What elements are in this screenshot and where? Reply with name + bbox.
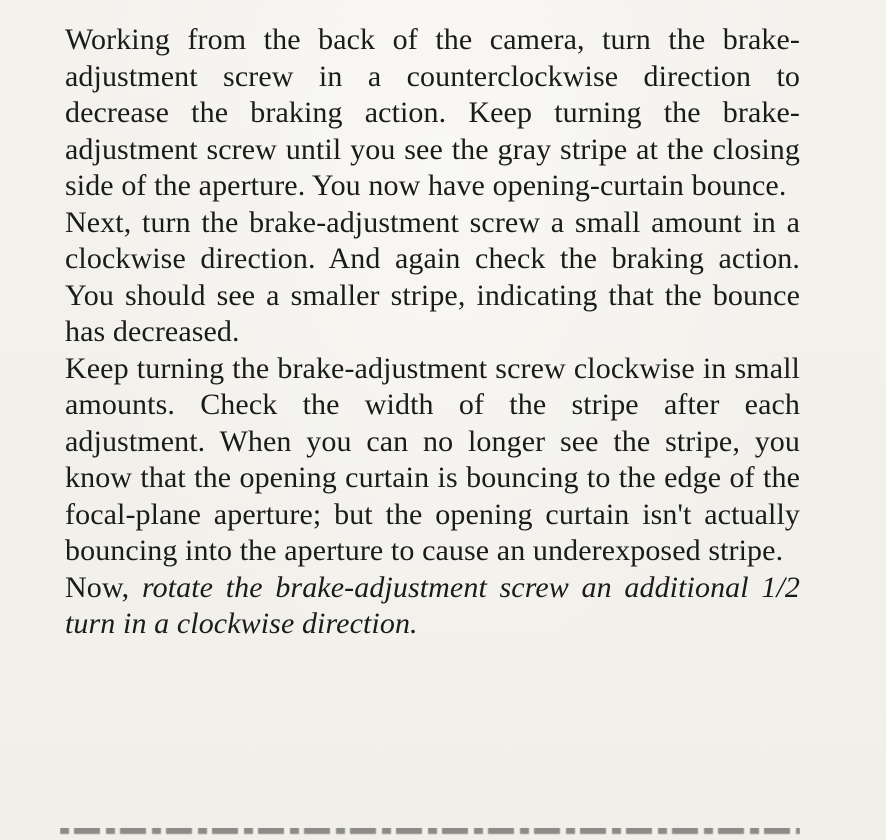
paragraph-2: Next, turn the brake-adjustment screw a small amount in a clockwise direction. And again check the braking action. You should see a smaller stripe, indicating that the bounce has decreased. xyxy=(65,205,800,348)
body-text xyxy=(65,22,800,643)
paragraph-4-italic: rotate the brake-adjustment screw an additional 1/2 turn in a clockwise direction. xyxy=(65,570,800,640)
paragraph-4-lead: Now, xyxy=(65,570,142,604)
paragraph-4 xyxy=(65,570,800,643)
paragraph-1: Working from the back of the camera, turn the brake-adjustment screw in a counterclockwise direction to decrease the braking action. Keep turning the brake-adjustment screw until you see the gray stripe at the closing side of the aperture. You now have opening-curtain bounce. xyxy=(65,23,800,202)
paragraph-3: Keep turning the brake-adjustment screw clockwise in small amounts. Check the width of the stripe after each adjustment. When you can no longer see the stripe, you know that the opening curtain is bouncing to the edge of the focal-plane aperture; but the opening curtain isn't actually bouncing into the aperture to cause an underexposed stripe. xyxy=(65,351,800,567)
cut-off-next-line xyxy=(60,828,800,840)
